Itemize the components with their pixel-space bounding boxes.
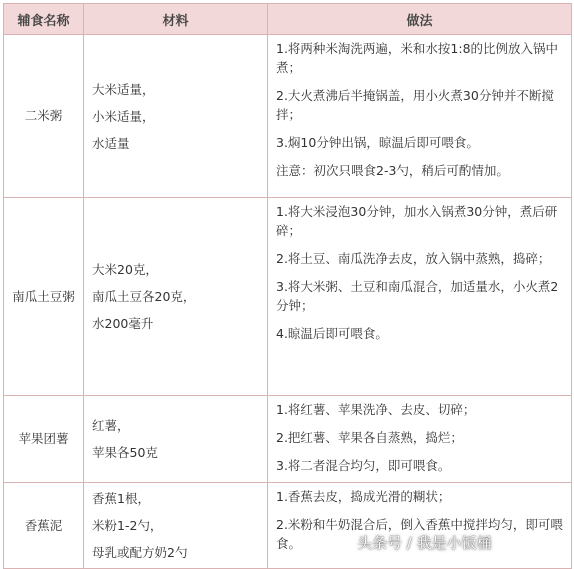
material-item: 小米适量， (92, 108, 155, 124)
method-step: 3.将二者混合均匀，即可喂食。 (276, 458, 451, 473)
method-step: 2.将土豆、南瓜洗净去皮，放入锅中蒸熟，捣碎； (276, 251, 551, 266)
method-step: 3.将大米粥、土豆和南瓜混合，加适量水，小火煮2分钟； (276, 279, 559, 313)
method-step: 2.大火煮沸后半掩锅盖，用小火煮30分钟并不断搅拌； (276, 88, 554, 122)
material-item: 苹果各50克 (92, 445, 158, 460)
table-row (4, 35, 572, 198)
method-step: 1.将两种米淘洗两遍，米和水按1:8的比例放入锅中煮； (276, 41, 559, 75)
recipe-table (3, 3, 572, 569)
material-item: 水适量 (92, 135, 130, 151)
table-row (4, 396, 572, 483)
materials-cell (84, 396, 268, 483)
table-header-row (4, 4, 572, 35)
material-item: 母乳或配方奶2勺 (92, 545, 188, 560)
food-name: 南瓜土豆粥 (4, 198, 84, 396)
method-step: 1.香蕉去皮，捣成光滑的糊状； (276, 489, 451, 504)
header-method: 做法 (268, 4, 572, 35)
materials-cell (84, 483, 268, 569)
method-step: 1.将大米浸泡30分钟，加水入锅煮30分钟，煮后研碎； (276, 204, 558, 238)
header-materials: 材料 (84, 4, 268, 35)
watermark: 头条号 / 我是小饭桶 (357, 534, 492, 552)
method-cell (268, 483, 572, 569)
materials-cell (84, 35, 268, 198)
method-note: 注意：初次只喂食2-3勺，稍后可酌情加。 (276, 163, 509, 178)
method-step: 2.米粉和牛奶混合后，倒入香蕉中搅拌均匀，即可喂食。 (276, 517, 563, 551)
method-cell (268, 396, 572, 483)
header-name: 辅食名称 (4, 4, 84, 35)
method-step: 1.将红薯、苹果洗净、去皮、切碎； (276, 402, 476, 417)
material-item: 大米适量， (92, 81, 155, 97)
materials-cell (84, 198, 268, 396)
table-row (4, 483, 572, 569)
material-item: 水200毫升 (92, 316, 154, 331)
method-step: 2.把红薯、苹果各自蒸熟，捣烂； (276, 430, 463, 445)
food-name: 苹果团薯 (4, 396, 84, 483)
material-item: 南瓜土豆各20克， (92, 289, 196, 304)
method-step: 4.晾温后即可喂食。 (276, 326, 388, 341)
method-cell (268, 35, 572, 198)
food-name: 二米粥 (4, 35, 84, 198)
table-row (4, 198, 572, 396)
material-item: 大米20克， (92, 262, 158, 277)
material-item: 红薯， (92, 418, 130, 433)
method-step: 3.焖10分钟出锅，晾温后即可喂食。 (276, 135, 479, 150)
material-item: 米粉1-2勺， (92, 518, 163, 533)
method-cell (268, 198, 572, 396)
food-name: 香蕉泥 (4, 483, 84, 569)
material-item: 香蕉1根， (92, 491, 150, 506)
